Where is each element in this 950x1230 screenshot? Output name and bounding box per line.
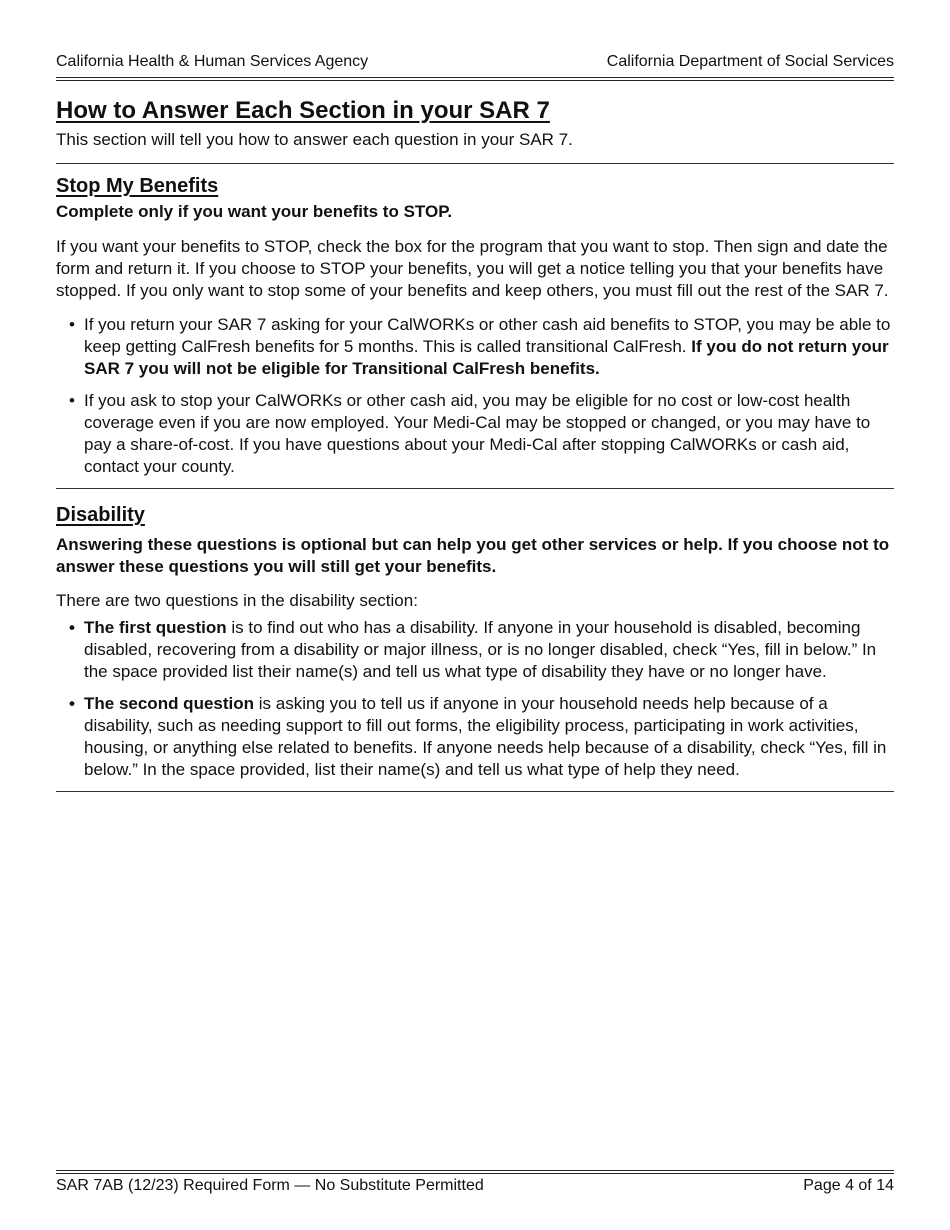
footer-double-rule bbox=[56, 1170, 894, 1174]
stop-benefits-list bbox=[56, 314, 894, 478]
list-item-text: is to find out who has a disability. If anyone in your household is disabled, becoming disabled, recovering from a disability or major illness, or is no longer disabled, check “Yes, fill in below.” In the space provided list their name(s) and tell us what type of disability they have or no longer have. bbox=[84, 618, 877, 681]
list-item-text: is asking you to tell us if anyone in your household needs help because of a disability, such as needing support to fill out forms, the eligibility process, participating in work activities, housing, or anything else related to benefits. If anyone needs help because of a disability, check “Yes, fill in below.” In the space provided, list their name(s) and tell us what type of help they need. bbox=[84, 694, 887, 779]
disability-heading: Disability bbox=[56, 504, 145, 526]
list-item-text: If you return your SAR 7 asking for your CalWORKs or other cash aid benefits to STOP, you may be able to keep getting CalFresh benefits for 5 months. This is called transitional CalFresh. bbox=[84, 315, 891, 356]
running-footer bbox=[56, 1176, 894, 1196]
stop-benefits-lead: Complete only if you want your benefits to STOP. bbox=[56, 202, 453, 221]
stop-benefits-paragraph: If you want your benefits to STOP, check the box for the program that you want to stop. Then sign and date the form and return it. If you choose to STOP your benefits, you will get a notice telling you that your benefits have stopped. If you only want to stop some of your benefits and keep others, you must fill out the rest of the SAR 7. bbox=[56, 237, 889, 300]
disability-paragraph: There are two questions in the disability section: bbox=[56, 591, 418, 610]
disability-list bbox=[56, 617, 894, 781]
page-number: Page 4 of 14 bbox=[803, 1177, 894, 1194]
bullet-icon: • bbox=[69, 315, 75, 334]
section-divider bbox=[56, 163, 894, 164]
list-item bbox=[56, 693, 894, 781]
document-page bbox=[56, 0, 894, 1230]
main-content bbox=[56, 96, 894, 792]
list-item bbox=[56, 314, 894, 380]
agency-name: California Health & Human Services Agency bbox=[56, 53, 369, 70]
bullet-icon: • bbox=[69, 618, 75, 637]
header-double-rule bbox=[56, 77, 894, 81]
bullet-icon: • bbox=[69, 391, 75, 410]
disability-section bbox=[56, 502, 894, 781]
section-divider bbox=[56, 488, 894, 489]
stop-benefits-heading: Stop My Benefits bbox=[56, 175, 219, 197]
intro-text: This section will tell you how to answer each question in your SAR 7. bbox=[56, 130, 573, 149]
form-id: SAR 7AB (12/23) Required Form — No Substitute Permitted bbox=[56, 1177, 484, 1194]
list-item-text: If you ask to stop your CalWORKs or other cash aid, you may be eligible for no cost or low-cost health coverage even if you are now employed. Your Medi-Cal may be stopped or changed, or you may have to pay a share-of-cost. If you have questions about your Medi-Cal after stopping CalWORKs or cash aid, contact your county. bbox=[84, 391, 871, 476]
list-item-bold-text: If you do not return your SAR 7 you will not be eligible for Transitional CalFresh benefits. bbox=[84, 337, 889, 378]
list-item-bold-text: The second question bbox=[84, 694, 255, 713]
stop-benefits-section bbox=[56, 173, 894, 478]
department-name: California Department of Social Services bbox=[606, 53, 894, 70]
disability-lead: Answering these questions is optional but can help you get other services or help. If you choose not to answer these questions you will still get your benefits. bbox=[56, 535, 890, 576]
page-title: How to Answer Each Section in your SAR 7 bbox=[56, 97, 550, 124]
list-item bbox=[56, 617, 894, 683]
running-header bbox=[56, 52, 894, 72]
bullet-icon: • bbox=[69, 694, 75, 713]
list-item-bold-text: The first question bbox=[84, 618, 227, 637]
list-item bbox=[56, 390, 894, 478]
section-divider bbox=[56, 791, 894, 792]
